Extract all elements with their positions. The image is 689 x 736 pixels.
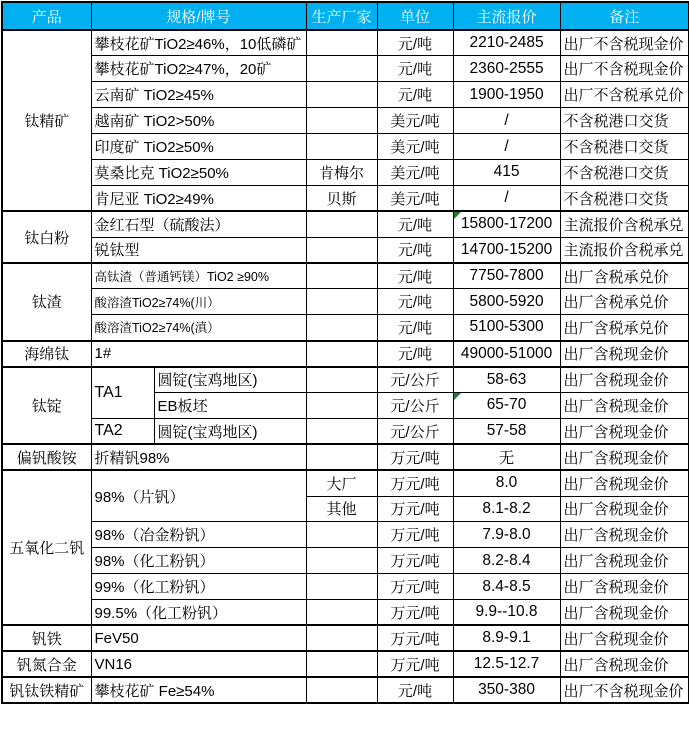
product-cell: 钛锭 — [2, 367, 91, 445]
grade-cell: TA1 — [91, 367, 154, 419]
note-cell: 出厂含税现金价 — [560, 367, 689, 393]
header-row — [2, 2, 689, 30]
grade-cell: TA2 — [91, 418, 154, 444]
spec-cell: 圆锭(宝鸡地区) — [154, 418, 306, 444]
product-cell: 钛渣 — [2, 263, 91, 341]
spec-cell: 99.5%（化工粉钒） — [91, 600, 306, 626]
note-cell: 出厂含税现金价 — [560, 392, 689, 418]
table-row — [2, 289, 689, 315]
table-row — [2, 263, 689, 289]
price-table — [1, 1, 689, 704]
table-row — [2, 315, 689, 341]
note-cell: 不含税港口交货 — [560, 159, 689, 185]
price-cell: 350-380 — [453, 677, 560, 703]
manufacturer-cell — [306, 108, 377, 134]
note-cell: 出厂不含税现金价 — [560, 30, 689, 56]
table-row — [2, 134, 689, 160]
spec-cell: 肯尼亚 TiO2≥49% — [91, 185, 306, 211]
note-cell: 出厂含税现金价 — [560, 574, 689, 600]
price-cell: 9.9--10.8 — [453, 600, 560, 626]
table-row — [2, 625, 689, 651]
spec-cell: 酸溶渣TiO2≥74%(川） — [91, 289, 306, 315]
price-cell: 2360-2555 — [453, 56, 560, 82]
unit-cell: 元/吨 — [377, 341, 453, 367]
table-row — [2, 418, 689, 444]
manufacturer-cell: 贝斯 — [306, 185, 377, 211]
note-cell: 出厂含税现金价 — [560, 496, 689, 522]
note-cell: 出厂含税现金价 — [560, 522, 689, 548]
unit-cell: 万元/吨 — [377, 522, 453, 548]
spec-cell: 云南矿 TiO2≥45% — [91, 82, 306, 108]
price-cell: 2210-2485 — [453, 30, 560, 56]
product-cell: 钒氮合金 — [2, 651, 91, 677]
note-cell: 出厂含税现金价 — [560, 548, 689, 574]
unit-cell: 元/公斤 — [377, 392, 453, 418]
table-row — [2, 548, 689, 574]
price-cell: 57-58 — [453, 418, 560, 444]
note-cell: 出厂含税承兑价 — [560, 315, 689, 341]
price-cell: 415 — [453, 159, 560, 185]
unit-cell: 元/吨 — [377, 677, 453, 703]
note-cell: 出厂含税现金价 — [560, 470, 689, 496]
product-cell: 海绵钛 — [2, 341, 91, 367]
unit-cell: 万元/吨 — [377, 444, 453, 470]
product-cell: 五氧化二钒 — [2, 470, 91, 625]
table-row — [2, 522, 689, 548]
price-cell: / — [453, 185, 560, 211]
spec-cell: 攀枝花矿TiO2≥47%，20矿 — [91, 56, 306, 82]
product-cell: 钒铁 — [2, 625, 91, 651]
product-cell: 钛精矿 — [2, 30, 91, 211]
price-cell: 无 — [453, 444, 560, 470]
comment-marker-icon — [454, 212, 461, 219]
manufacturer-cell — [306, 82, 377, 108]
table-row — [2, 367, 689, 393]
comment-marker-icon — [454, 393, 461, 400]
spec-cell: 1# — [91, 341, 306, 367]
manufacturer-cell: 其他 — [306, 496, 377, 522]
note-cell: 出厂含税现金价 — [560, 341, 689, 367]
note-cell: 出厂不含税承兑价 — [560, 82, 689, 108]
spec-cell: FeV50 — [91, 625, 306, 651]
unit-cell: 元/吨 — [377, 237, 453, 263]
spec-cell: 高钛渣（普通钙镁）TiO2 ≥90% — [91, 263, 306, 289]
unit-cell: 万元/吨 — [377, 625, 453, 651]
unit-cell: 美元/吨 — [377, 185, 453, 211]
price-cell: 8.2-8.4 — [453, 548, 560, 574]
note-cell: 出厂不含税现金价 — [560, 56, 689, 82]
price-cell: 12.5-12.7 — [453, 651, 560, 677]
manufacturer-cell — [306, 392, 377, 418]
table-row — [2, 470, 689, 496]
spec-cell: 金红石型（硫酸法） — [91, 211, 306, 237]
unit-cell: 元/吨 — [377, 211, 453, 237]
unit-cell: 美元/吨 — [377, 134, 453, 160]
unit-cell: 元/吨 — [377, 30, 453, 56]
product-cell: 偏钒酸铵 — [2, 444, 91, 470]
price-table-body — [2, 30, 689, 703]
unit-cell: 万元/吨 — [377, 600, 453, 626]
manufacturer-cell — [306, 600, 377, 626]
note-cell: 出厂含税现金价 — [560, 418, 689, 444]
price-cell: 8.4-8.5 — [453, 574, 560, 600]
table-row — [2, 237, 689, 263]
note-cell: 不含税港口交货 — [560, 108, 689, 134]
price-cell: 14700-15200 — [453, 237, 560, 263]
unit-cell: 元/公斤 — [377, 418, 453, 444]
price-table-page — [0, 1, 689, 704]
note-cell: 不含税港口交货 — [560, 185, 689, 211]
spec-cell: VN16 — [91, 651, 306, 677]
table-row — [2, 56, 689, 82]
unit-cell: 元/吨 — [377, 315, 453, 341]
spec-cell: 越南矿 TiO2>50% — [91, 108, 306, 134]
spec-cell: 莫桑比克 TiO2≥50% — [91, 159, 306, 185]
unit-cell: 万元/吨 — [377, 574, 453, 600]
spec-cell: 印度矿 TiO2≥50% — [91, 134, 306, 160]
price-cell: / — [453, 108, 560, 134]
product-cell: 钛白粉 — [2, 211, 91, 263]
price-cell: 1900-1950 — [453, 82, 560, 108]
price-cell: 5800-5920 — [453, 289, 560, 315]
unit-cell: 元/吨 — [377, 82, 453, 108]
note-cell: 主流报价含税承兑 — [560, 211, 689, 237]
note-cell: 不含税港口交货 — [560, 134, 689, 160]
spec-cell: 98%（片钒） — [91, 470, 306, 522]
manufacturer-cell — [306, 237, 377, 263]
manufacturer-cell — [306, 677, 377, 703]
note-cell: 出厂含税现金价 — [560, 600, 689, 626]
manufacturer-cell: 肯梅尔 — [306, 159, 377, 185]
manufacturer-cell — [306, 651, 377, 677]
col-header-manufacturer: 生产厂家 — [306, 2, 377, 30]
table-row — [2, 341, 689, 367]
unit-cell: 元/吨 — [377, 289, 453, 315]
manufacturer-cell — [306, 56, 377, 82]
manufacturer-cell — [306, 418, 377, 444]
manufacturer-cell — [306, 134, 377, 160]
price-cell: 7750-7800 — [453, 263, 560, 289]
spec-cell: 攀枝花矿TiO2≥46%，10低磷矿 — [91, 30, 306, 56]
spec-cell: 锐钛型 — [91, 237, 306, 263]
price-cell: 7.9-8.0 — [453, 522, 560, 548]
table-row — [2, 82, 689, 108]
manufacturer-cell — [306, 548, 377, 574]
price-cell: 8.0 — [453, 470, 560, 496]
col-header-product: 产品 — [2, 2, 91, 30]
table-row — [2, 211, 689, 237]
manufacturer-cell — [306, 444, 377, 470]
price-cell: 58-63 — [453, 367, 560, 393]
manufacturer-cell — [306, 263, 377, 289]
price-cell: / — [453, 134, 560, 160]
table-row — [2, 185, 689, 211]
manufacturer-cell — [306, 341, 377, 367]
col-header-spec: 规格/牌号 — [91, 2, 306, 30]
note-cell: 出厂含税现金价 — [560, 444, 689, 470]
price-cell: 8.1-8.2 — [453, 496, 560, 522]
note-cell: 出厂含税承兑价 — [560, 289, 689, 315]
spec-cell: EB板坯 — [154, 392, 306, 418]
table-row — [2, 574, 689, 600]
unit-cell: 万元/吨 — [377, 651, 453, 677]
manufacturer-cell — [306, 30, 377, 56]
unit-cell: 元/公斤 — [377, 367, 453, 393]
manufacturer-cell — [306, 522, 377, 548]
spec-cell: 圆锭(宝鸡地区) — [154, 367, 306, 393]
price-cell: 49000-51000 — [453, 341, 560, 367]
manufacturer-cell: 大厂 — [306, 470, 377, 496]
note-cell: 出厂含税现金价 — [560, 625, 689, 651]
price-cell: 65-70 — [453, 392, 560, 418]
manufacturer-cell — [306, 574, 377, 600]
table-row — [2, 677, 689, 703]
table-row — [2, 651, 689, 677]
spec-cell: 98%（化工粉钒） — [91, 548, 306, 574]
unit-cell: 万元/吨 — [377, 496, 453, 522]
manufacturer-cell — [306, 211, 377, 237]
unit-cell: 美元/吨 — [377, 108, 453, 134]
note-cell: 出厂含税现金价 — [560, 651, 689, 677]
table-row — [2, 444, 689, 470]
unit-cell: 美元/吨 — [377, 159, 453, 185]
col-header-unit: 单位 — [377, 2, 453, 30]
manufacturer-cell — [306, 625, 377, 651]
unit-cell: 元/吨 — [377, 56, 453, 82]
col-header-note: 备注 — [560, 2, 689, 30]
spec-cell: 攀枝花矿 Fe≥54% — [91, 677, 306, 703]
manufacturer-cell — [306, 367, 377, 393]
spec-cell: 98%（冶金粉钒） — [91, 522, 306, 548]
note-cell: 主流报价含税承兑 — [560, 237, 689, 263]
spec-cell: 折精钒98% — [91, 444, 306, 470]
col-header-price: 主流报价 — [453, 2, 560, 30]
unit-cell: 元/吨 — [377, 263, 453, 289]
table-row — [2, 108, 689, 134]
note-cell: 出厂含税承兑价 — [560, 263, 689, 289]
unit-cell: 万元/吨 — [377, 548, 453, 574]
price-cell: 8.9-9.1 — [453, 625, 560, 651]
note-cell: 出厂不含税现金价 — [560, 677, 689, 703]
product-cell: 钒钛铁精矿 — [2, 677, 91, 703]
table-row — [2, 159, 689, 185]
spec-cell: 酸溶渣TiO2≥74%(滇） — [91, 315, 306, 341]
spec-cell: 99%（化工粉钒） — [91, 574, 306, 600]
manufacturer-cell — [306, 315, 377, 341]
table-row — [2, 30, 689, 56]
unit-cell: 万元/吨 — [377, 470, 453, 496]
manufacturer-cell — [306, 289, 377, 315]
price-cell: 5100-5300 — [453, 315, 560, 341]
table-row — [2, 600, 689, 626]
price-cell: 15800-17200 — [453, 211, 560, 237]
